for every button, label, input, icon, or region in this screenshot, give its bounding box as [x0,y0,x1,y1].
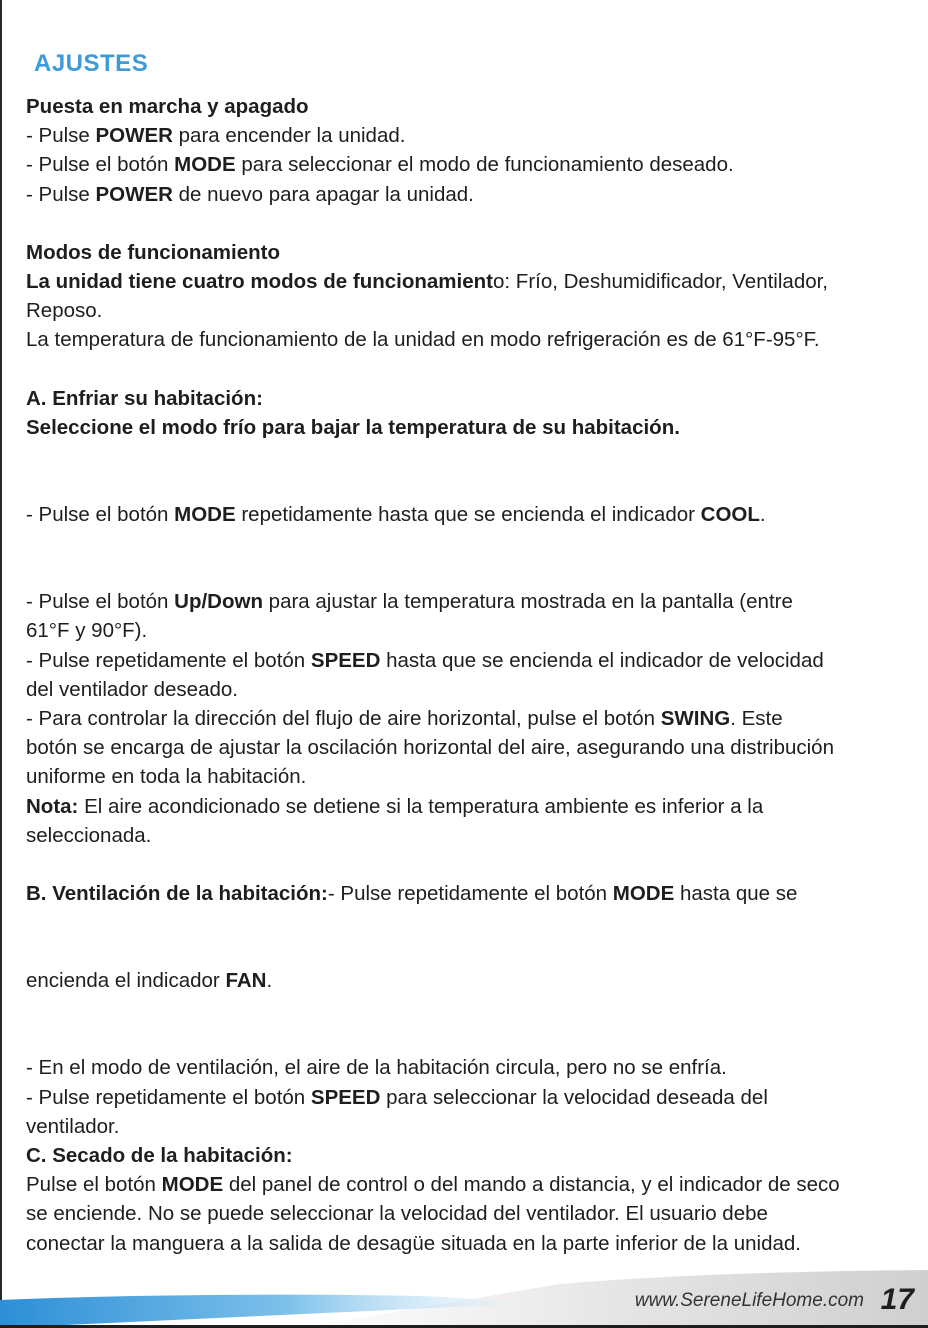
fan-speed-instruction-continued: ventilador. [26,1114,120,1138]
power-section-title: Puesta en marcha y apagado [26,95,309,118]
speed-instruction-continued: del ventilador deseado. [26,677,238,701]
temperature-adjust-instruction: - Pulse el botón Up/Down para ajustar la temperatura mostrada en la pantalla (entre [26,590,793,614]
swing-description: botón se encarga de ajustar la oscilación horizontal del aire, asegurando una distribución [26,736,834,760]
dry-mode-instruction: Pulse el botón MODE del panel de control o del mando a distancia, y el indicador de seco [26,1173,840,1197]
cool-section-subtitle: Seleccione el modo frío para bajar la temperatura de su habitación. [26,415,680,439]
mode-select-instruction: - Pulse el botón MODE para seleccionar el modo de funcionamiento deseado. [26,153,734,177]
cool-note: Nota: El aire acondicionado se detiene si la temperatura ambiente es inferior a la [26,794,764,818]
fan-indicator-instruction: encienda el indicador FAN. [26,969,273,993]
cooling-temperature-range: La temperatura de funcionamiento de la unidad en modo refrigeración es de 61°F-95°F. [26,328,820,352]
dry-section-title: C. Secado de la habitación: [26,1144,293,1168]
page-left-rule [0,0,2,1328]
cool-note-continued: seleccionada. [26,823,152,847]
page-number: 17 [880,1283,914,1316]
swing-instruction: - Para controlar la dirección del flujo de aire horizontal, pulse el botón SWING. Este [26,707,783,731]
cool-section-title: A. Enfriar su habitación: [26,386,263,410]
modes-section-title: Modos de funcionamiento [26,240,280,264]
dry-mode-drain-instruction: conectar la manguera a la salida de desagüe situada en la parte inferior de la unidad. [26,1231,801,1255]
swing-description-continued: uniforme en toda la habitación. [26,765,307,789]
speed-instruction: - Pulse repetidamente el botón SPEED hasta que se encienda el indicador de velocidad [26,648,824,672]
website-url: www.SereneLifeHome.com [634,1290,864,1311]
modes-list-continued: Reposo. [26,299,103,323]
manual-content [26,92,916,1258]
power-off-instruction: - Pulse POWER de nuevo para apagar la unidad. [26,182,474,206]
temperature-adjust-range: 61°F y 90°F). [26,619,148,643]
section-heading: AJUSTES [34,50,149,77]
fan-section-title: B. Ventilación de la habitación:- Pulse repetidamente el botón MODE hasta que se [26,882,798,906]
cool-mode-instruction: - Pulse el botón MODE repetidamente hasta que se encienda el indicador COOL. [26,503,766,527]
modes-list-line: La unidad tiene cuatro modos de funcionamiento: Frío, Deshumidificador, Ventilador, [26,270,829,294]
fan-speed-instruction: - Pulse repetidamente el botón SPEED para seleccionar la velocidad deseada del [26,1085,768,1109]
power-on-instruction: - Pulse POWER para encender la unidad. [26,124,406,148]
dry-mode-description: se enciende. No se puede seleccionar la velocidad del ventilador. El usuario debe [26,1202,768,1226]
fan-mode-description: - En el modo de ventilación, el aire de la habitación circula, pero no se enfría. [26,1056,727,1080]
